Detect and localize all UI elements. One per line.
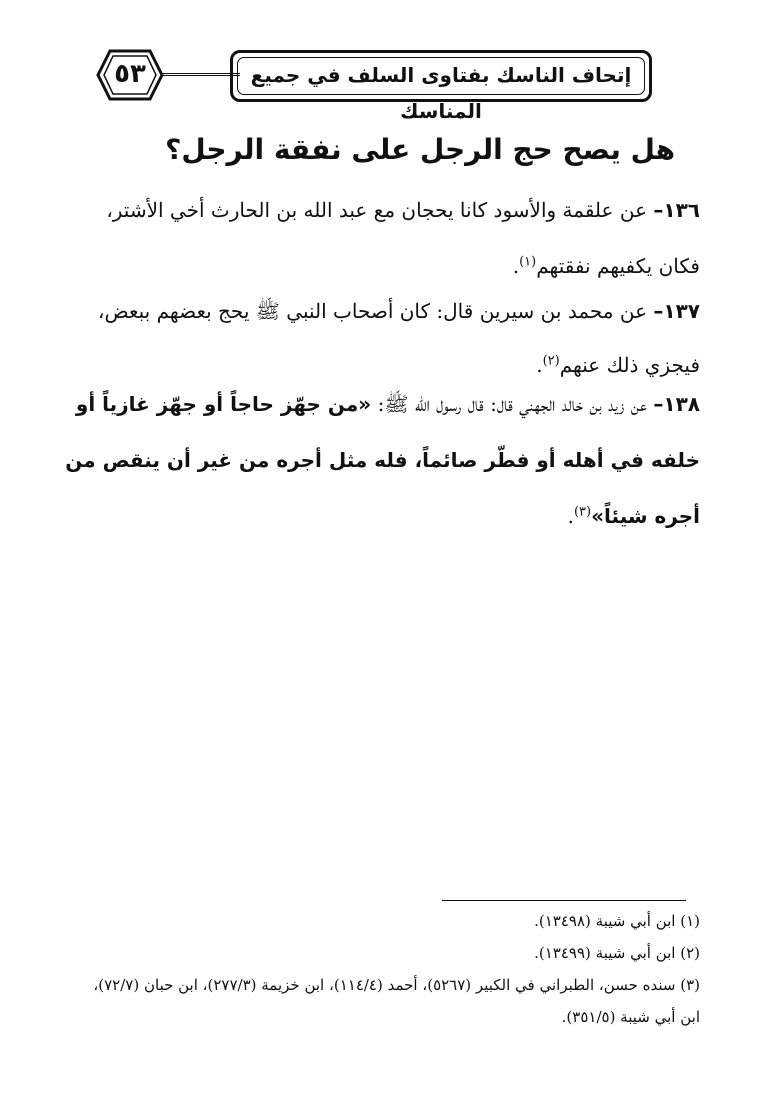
narration-number: ١٣٧–	[653, 299, 700, 323]
narration-136	[65, 182, 700, 294]
narration-end: .	[512, 254, 520, 278]
section-heading: هل يصح حج الرجل على نفقة الرجل؟	[165, 133, 675, 166]
header-connector-line	[160, 73, 240, 76]
running-title: إتحاف الناسك بفتاوى السلف في جميع المناسك	[250, 63, 632, 123]
narration-number: ١٣٨–	[653, 392, 700, 416]
narration-text: عن محمد بن سيرين قال: كان أصحاب النبي ﷺ يحج بعضهم ببعض، فيجزي ذلك عنهم	[98, 299, 700, 377]
page-number: ٥٣	[114, 59, 146, 89]
narration-138	[65, 376, 700, 544]
narration-end: .	[567, 504, 574, 528]
footnote-ref: (٢)	[542, 353, 560, 369]
narration-number: ١٣٦–	[653, 198, 700, 222]
narration-text: عن علقمة والأسود كانا يحجان مع عبد الله بن الحارث أخي الأشتر، فكان يكفيهم نفقتهم	[106, 198, 700, 278]
narration-text: عن زيد بن خالد الجهني قال: قال رسول الله ﷺ:	[371, 392, 654, 416]
narration-end: .	[536, 353, 543, 377]
footnote-ref: (١)	[519, 254, 537, 270]
footnote-ref: (٣)	[573, 504, 592, 520]
hadith-quote: «من جهّز حاجاً أو جهّز غازياً أو خلفه في أهله أو فطّر صائماً، فله مثل أجره من غير أن ينقص من أجره شيئاً»	[65, 392, 700, 528]
footnote-3: (٣) سنده حسن، الطبراني في الكبير (٥٢٦٧)، أحمد (١١٤/٤)، ابن خزيمة (٢٧٧/٣)، ابن حبان (٧٢/٧)، ابن أبي شيبة (٣٥١/٥).	[93, 976, 700, 1026]
footnote-1: (١) ابن أبي شيبة (١٣٤٩٨).	[534, 912, 700, 930]
footnote-2: (٢) ابن أبي شيبة (١٣٤٩٩).	[534, 944, 700, 962]
footnotes	[80, 905, 700, 1033]
footnote-separator	[442, 900, 686, 901]
